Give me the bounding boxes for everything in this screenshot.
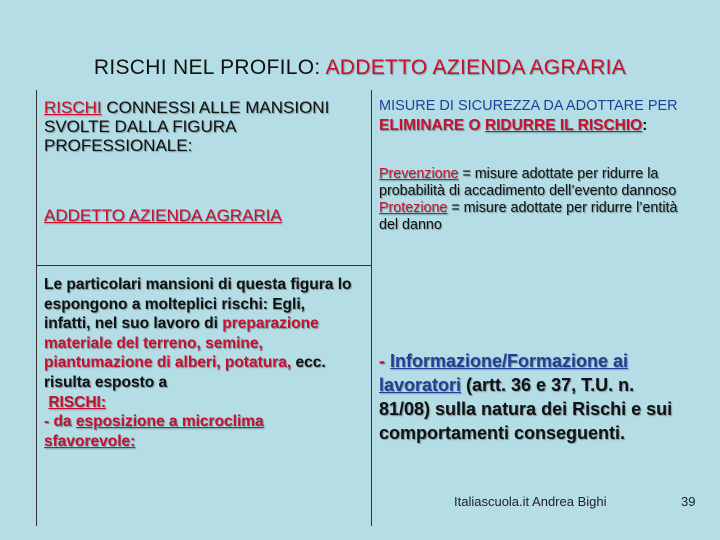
ridurre-label: RIDURRE IL RISCHIO — [484, 117, 643, 134]
footer-credit: Italiascuola.it Andrea Bighi — [454, 494, 607, 509]
protezione-definition: = misure adottate per ridurre l’entità del danno — [379, 200, 678, 233]
info-formazione: Informazione/Formazione ai lavoratori — [379, 351, 629, 395]
rischi-label: RISCHI — [44, 98, 102, 117]
risk-dash: - da — [44, 413, 76, 431]
eliminare-label: ELIMINARE — [379, 117, 465, 134]
left-body-intro: Le particolari mansioni di questa figura lo espongono a molteplici rischi: Egli, infatti, nel suo lavoro di — [44, 276, 352, 333]
table-center-divider — [371, 90, 372, 526]
slide-title — [0, 56, 720, 80]
left-header — [44, 98, 354, 155]
protezione-term: Protezione — [379, 200, 448, 216]
left-body-after: ecc. risulta esposto a — [44, 354, 326, 391]
prevenzione-term: Prevenzione — [379, 166, 459, 182]
right-header — [379, 97, 699, 136]
measure-dash: - — [379, 351, 390, 371]
title-prefix: RISCHI NEL PROFILO: — [93, 56, 326, 79]
left-body — [44, 275, 354, 451]
table-left-border — [36, 90, 37, 526]
o-label: O — [464, 117, 485, 134]
risk-microclima: esposizione a microclima sfavorevole: — [44, 413, 264, 450]
measure-text: (artt. 36 e 37, T.U. n. 81/08) sulla natura dei Rischi e sui comportamenti conseguenti. — [379, 375, 673, 443]
page-number: 39 — [681, 494, 696, 509]
right-header-line: MISURE DI SICUREZZA DA ADOTTARE PER — [379, 98, 678, 114]
right-body — [379, 349, 689, 445]
left-row-divider — [36, 265, 371, 266]
left-header-text: CONNESSI ALLE MANSIONI SVOLTE DALLA FIGURA PROFESSIONALE: — [44, 98, 330, 155]
role-label: ADDETTO AZIENDA AGRARIA — [44, 206, 282, 225]
title-highlight: ADDETTO AZIENDA AGRARIA — [325, 56, 627, 79]
left-body-tasks: preparazione materiale del terreno, semine, piantumazione di alberi, potatura, — [44, 315, 319, 372]
prevenzione-definition: = misure adottate per ridurre la probabilità di accadimento dell’evento dannoso — [379, 166, 677, 199]
right-definitions — [379, 166, 699, 234]
rischi-list-label: RISCHI: — [48, 393, 107, 411]
colon: : — [642, 117, 648, 134]
